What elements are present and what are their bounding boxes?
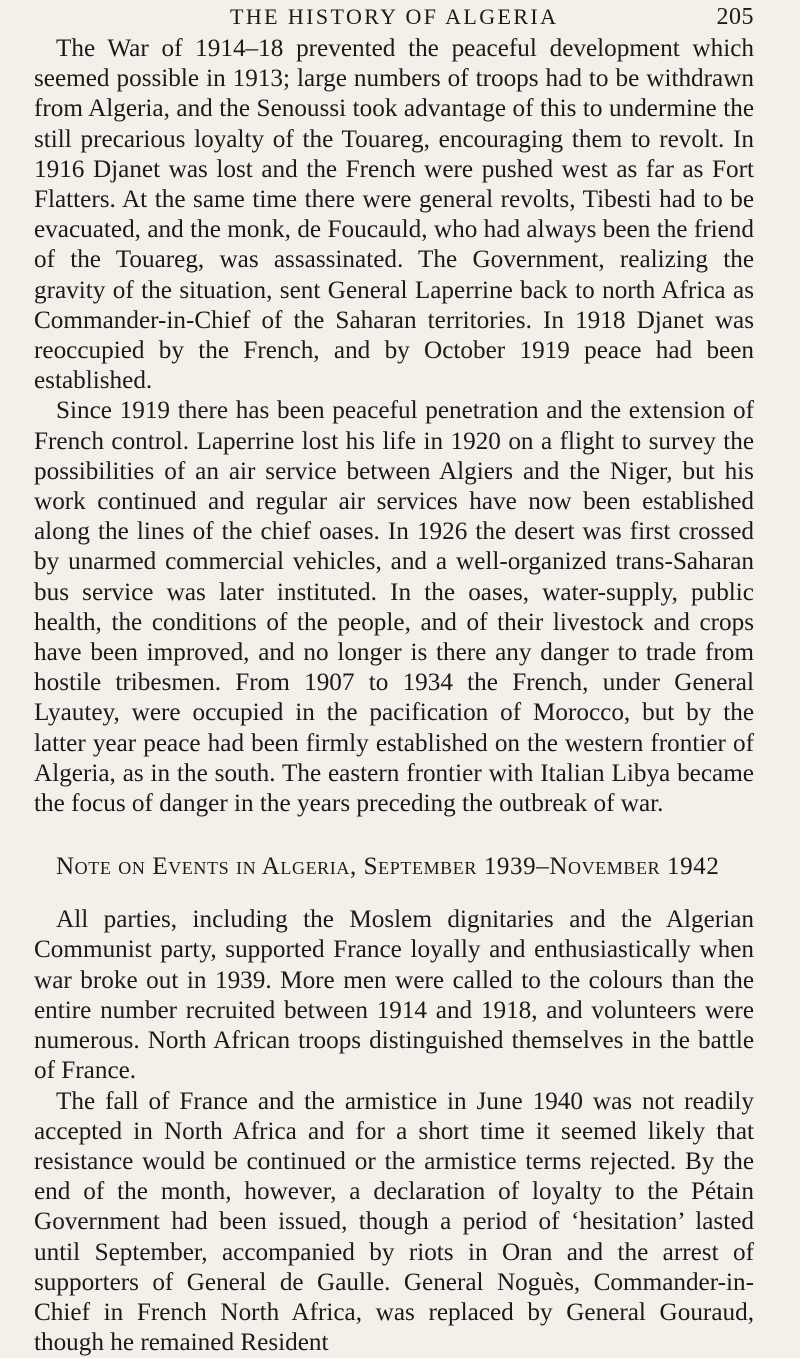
page-number: 205 <box>717 4 755 31</box>
running-head-title: THE HISTORY OF ALGERIA <box>230 4 558 30</box>
paragraph-war-1914-18: The War of 1914–18 prevented the peaceful development which seemed possible in 1913; large numbers of troops had to be withdrawn from Algeria, and the Senoussi took advantage of this to undermine the still precarious loyalty of the Touareg, encouraging them to revolt. In 1916 Djanet was lost and the French were pushed west as far as Fort Flatters. At the same time there were general revolts, Tibesti had to be evacuated, and the monk, de Foucauld, who had always been the friend of the Touareg, was assassinated. The Government, realizing the gravity of the situation, sent General Laperrine back to north Africa as Commander-in-Chief of the Saharan territories. In 1918 Djanet was reoccupied by the French, and by October 1919 peace had been established. <box>34 34 754 396</box>
section-heading: Note on Events in Algeria, September 1939–November 1942 <box>34 853 754 881</box>
paragraph-all-parties: All parties, including the Moslem dignitaries and the Algerian Communist party, supported France loyally and enthusiastically when war broke out in 1939. More men were called to the colours than the entire number recruited between 1914 and 1918, and volunteers were numerous. North African troops distinguished themselves in the battle of France. <box>34 905 754 1086</box>
paragraph-fall-of-france: The fall of France and the armistice in June 1940 was not readily accepted in North Africa and for a short time it seemed likely that resistance would be continued or the armistice terms rejected. By the end of the month, however, a declaration of loyalty to the Pétain Government had been issued, though a period of ‘hesitation’ lasted until September, accompanied by riots in Oran and the arrest of supporters of General de Gaulle. General Noguès, Commander-in-Chief in French North Africa, was replaced by General Gouraud, though he remained Resident <box>34 1087 754 1358</box>
paragraph-since-1919: Since 1919 there has been peaceful penetration and the extension of French control. Laperrine lost his life in 1920 on a flight to survey the possibilities of an air service between Algiers and the Niger, but his work continued and regular air services have now been established along the lines of the chief oases. In 1926 the desert was first crossed by unarmed commercial vehicles, and a well-organized trans-Saharan bus service was later instituted. In the oases, water-supply, public health, the conditions of the people, and of their livestock and crops have been improved, and no longer is there any danger to trade from hostile tribesmen. From 1907 to 1934 the French, under General Lyautey, were occupied in the pacification of Morocco, but by the latter year peace had been firmly established on the western frontier of Algeria, as in the south. The eastern frontier with Italian Libya became the focus of danger in the years preceding the outbreak of war. <box>34 396 754 819</box>
running-head <box>34 0 754 34</box>
